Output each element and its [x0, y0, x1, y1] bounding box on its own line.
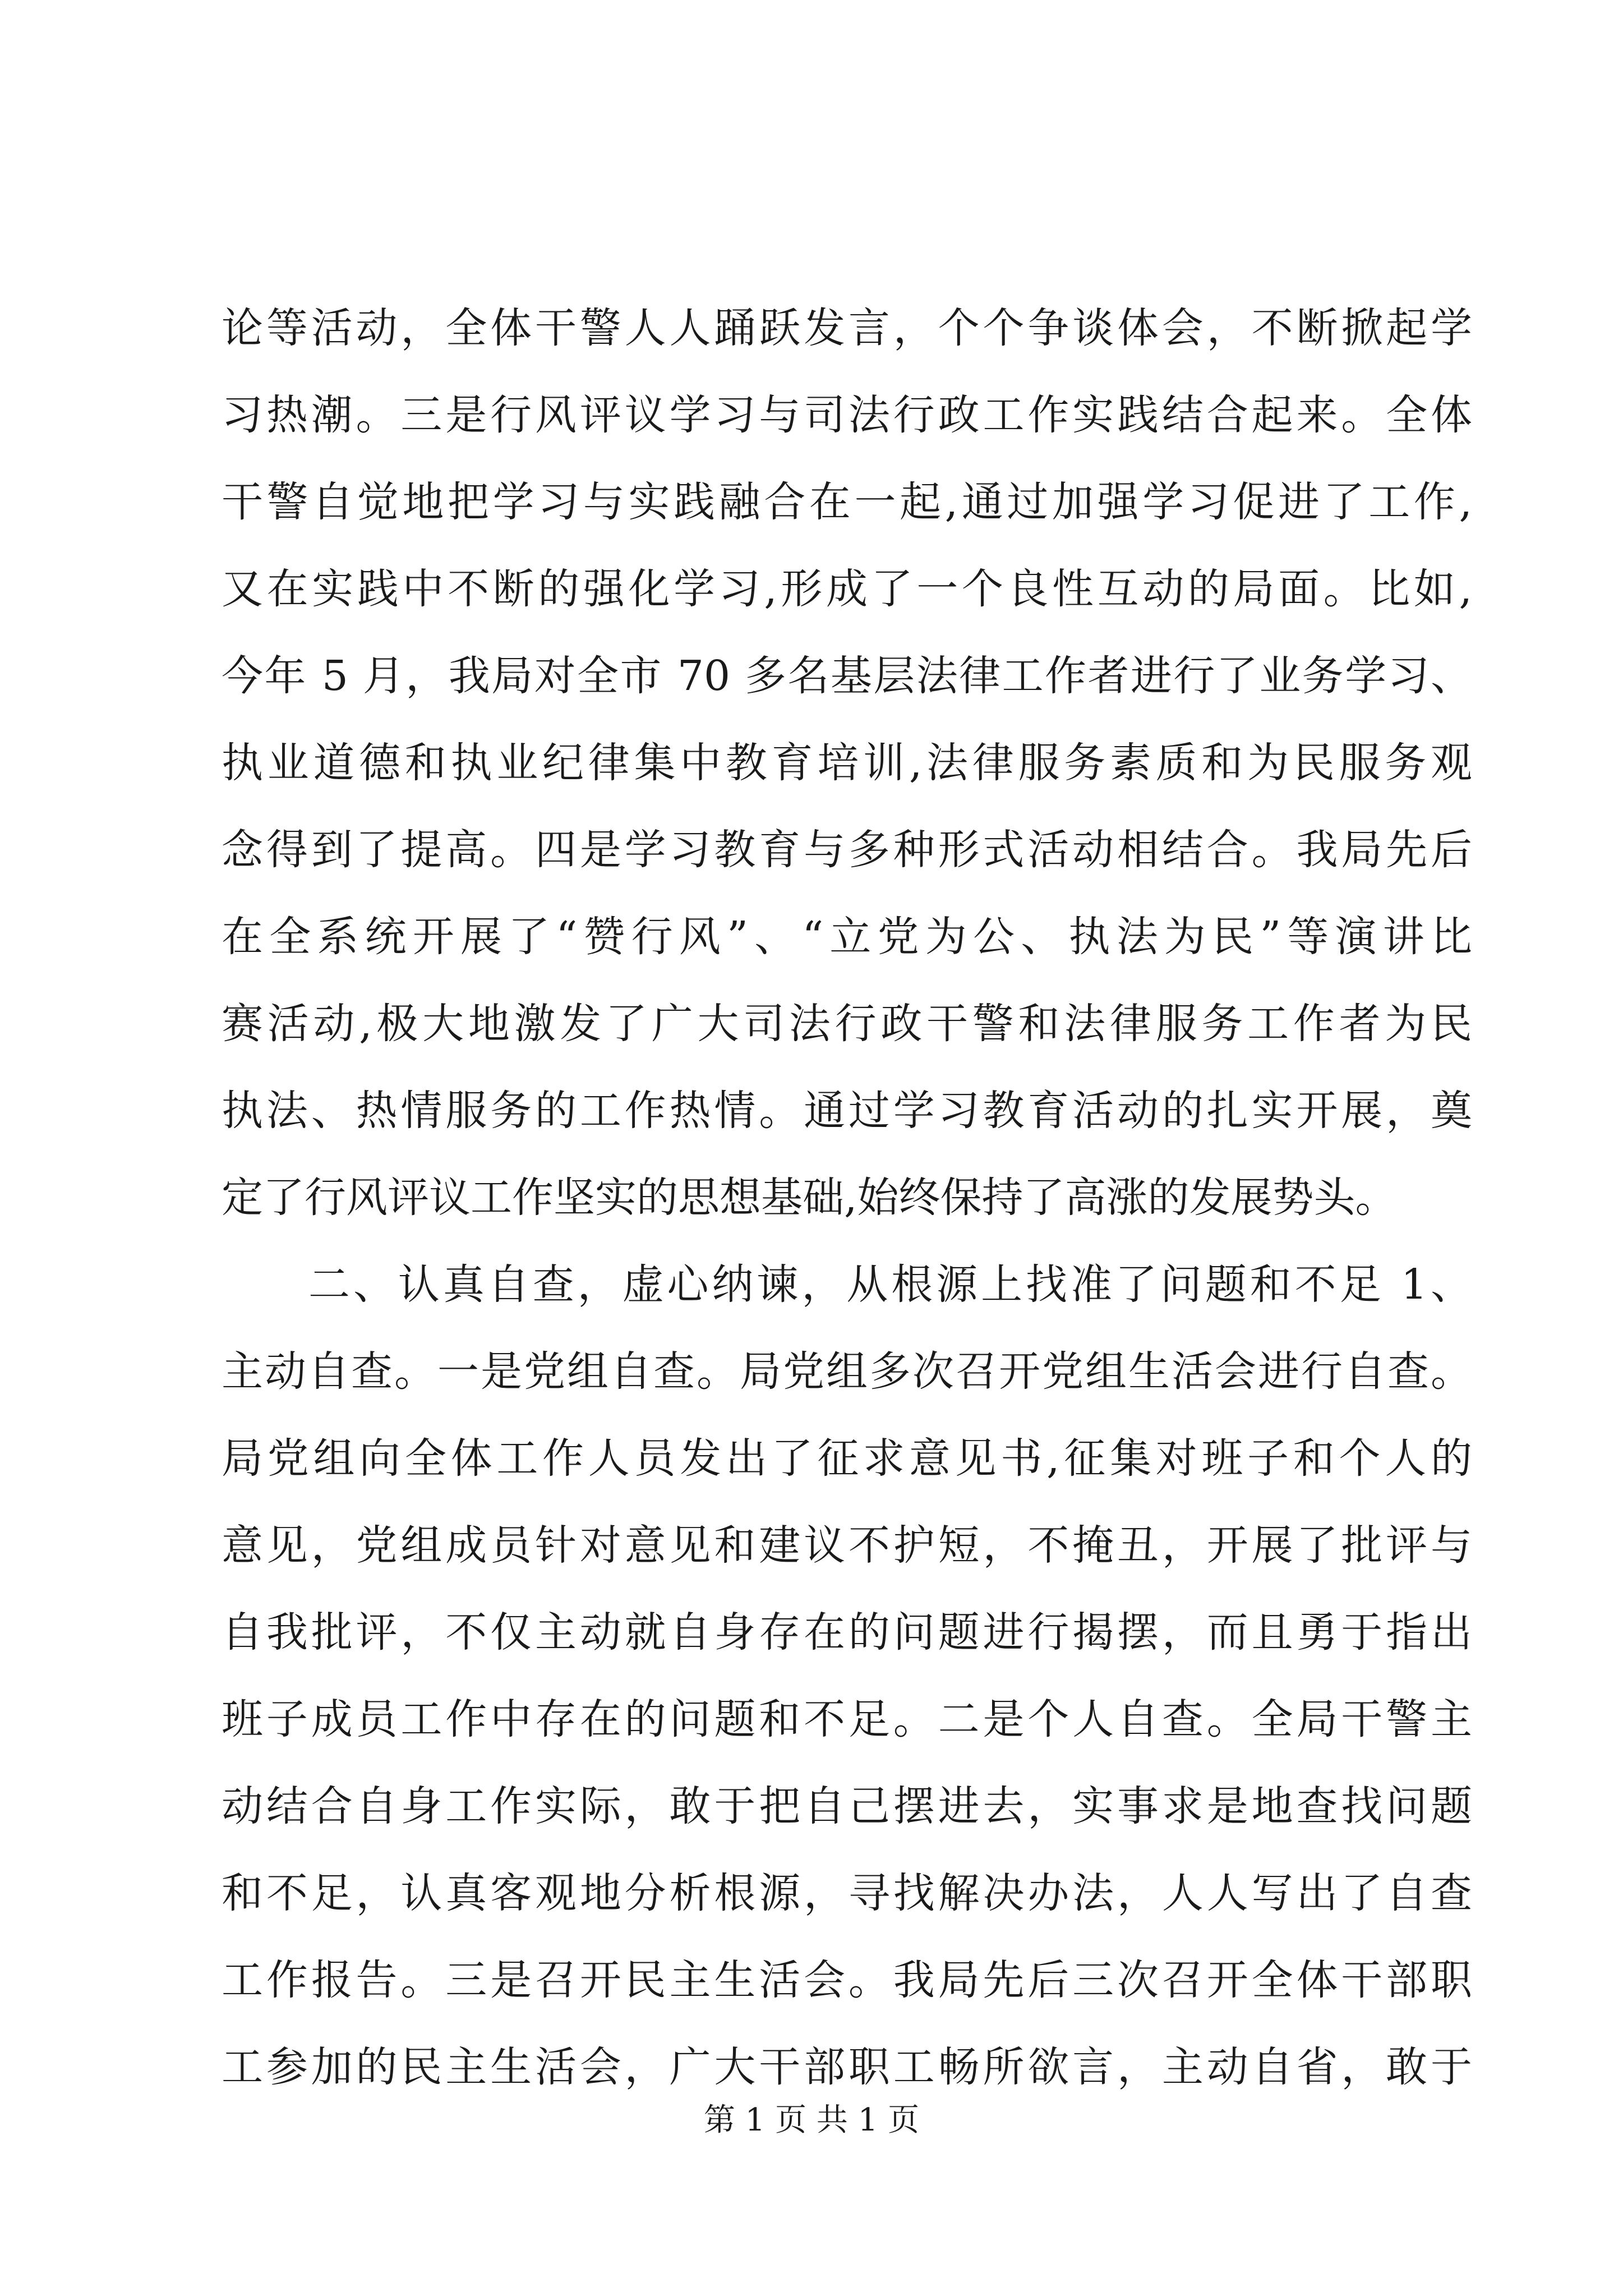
section-heading-line: 二、认真自查，虚心纳谏，从根源上找准了问题和不足 1、	[308, 1260, 1472, 1309]
text-line: 执法、热情服务的工作热情。通过学习教育活动的扎实开展，奠	[222, 1087, 1472, 1135]
text-line: 自我批评，不仅主动就自身存在的问题进行揭摆，而且勇于指出	[222, 1608, 1472, 1657]
text-line: 意见，党组成员针对意见和建议不护短，不掩丑，开展了批评与	[222, 1521, 1472, 1570]
text-line: 工作报告。三是召开民主生活会。我局先后三次召开全体干部职	[222, 1956, 1472, 2004]
text-line: 主动自查。一是党组自查。局党组多次召开党组生活会进行自查。	[222, 1347, 1472, 1396]
text-line: 在全系统开展了“赞行风”、“立党为公、执法为民”等演讲比	[222, 913, 1472, 961]
text-line: 动结合自身工作实际，敢于把自己摆进去，实事求是地查找问题	[222, 1782, 1472, 1830]
text-line: 局党组向全体工作人员发出了征求意见书,征集对班子和个人的	[222, 1434, 1472, 1483]
page-number-label: 第 1 页 共 1 页	[703, 2102, 920, 2138]
text-line: 习热潮。三是行风评议学习与司法行政工作实践结合起来。全体	[222, 391, 1472, 439]
text-line: 执业道德和执业纪律集中教育培训,法律服务素质和为民服务观	[222, 739, 1472, 787]
text-line: 又在实践中不断的强化学习,形成了一个良性互动的局面。比如,	[222, 565, 1472, 613]
text-line: 今年 5 月，我局对全市 70 多名基层法律工作者进行了业务学习、	[222, 652, 1472, 700]
text-line: 赛活动,极大地激发了广大司法行政干警和法律服务工作者为民	[222, 1000, 1472, 1048]
text-line: 念得到了提高。四是学习教育与多种形式活动相结合。我局先后	[222, 826, 1472, 874]
page-footer	[0, 2098, 1623, 2143]
text-line: 干警自觉地把学习与实践融合在一起,通过加强学习促进了工作,	[222, 478, 1472, 526]
body-text	[222, 285, 1472, 2111]
text-line: 工参加的民主生活会，广大干部职工畅所欲言，主动自省，敢于	[222, 2043, 1472, 2091]
text-line: 班子成员工作中存在的问题和不足。二是个人自查。全局干警主	[222, 1695, 1472, 1743]
text-line: 论等活动，全体干警人人踊跃发言，个个争谈体会，不断掀起学	[222, 304, 1472, 352]
text-line: 和不足，认真客观地分析根源，寻找解决办法，人人写出了自查	[222, 1869, 1472, 1917]
text-line: 定了行风评议工作坚实的思想基础,始终保持了高涨的发展势头。	[222, 1174, 1397, 1222]
